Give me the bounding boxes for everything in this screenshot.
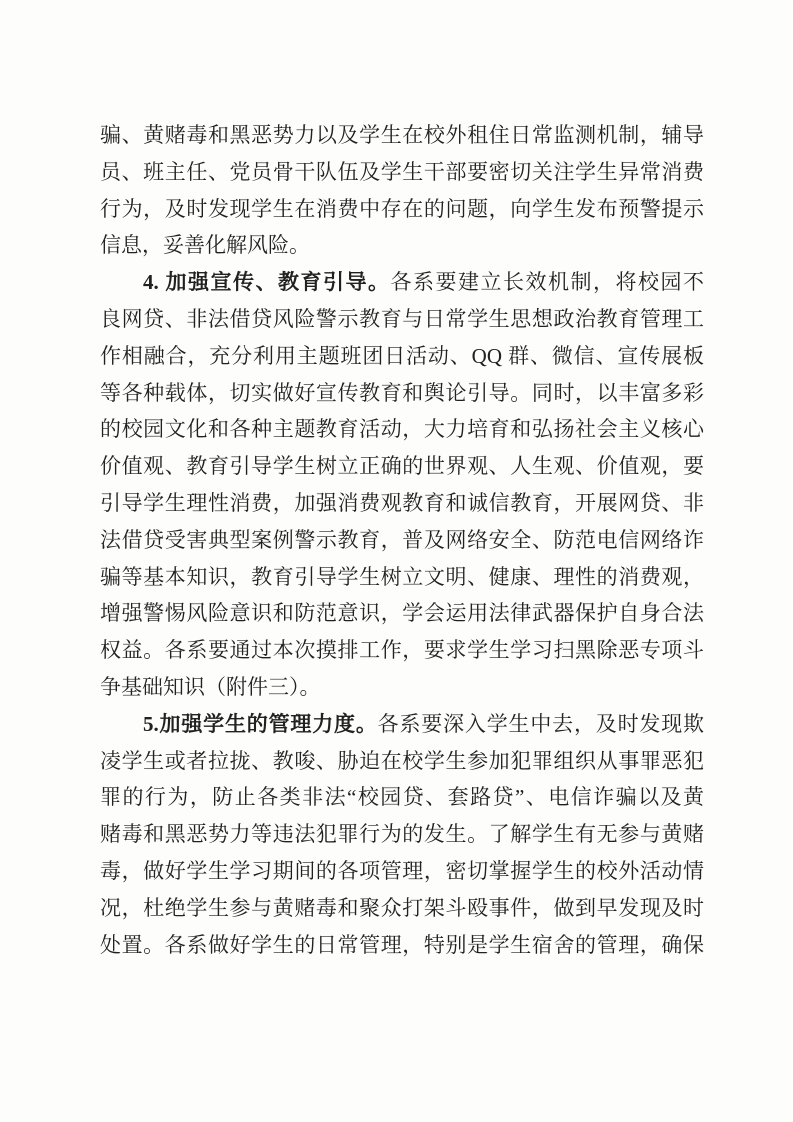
line-text: 信息，妥善化解风险。	[100, 233, 310, 258]
line-text: 法借贷受害典型案例警示教育，普及网络安全、防范电信网络诈	[100, 527, 704, 552]
line-text: 行为，及时发现学生在消费中存在的问题，向学生发布预警提示	[100, 196, 704, 221]
text-line	[100, 779, 704, 816]
line-text: 赌毒和黑恶势力等违法犯罪行为的发生。了解学生有无参与黄赌	[100, 822, 704, 847]
line-text: 良网贷、非法借贷风险警示教育与日常学生思想政治教育管理工	[100, 306, 704, 331]
text-line	[100, 338, 704, 375]
text-line	[100, 448, 704, 485]
text-line	[100, 264, 704, 301]
text-line	[100, 669, 704, 706]
line-text: 增强警惕风险意识和防范意识，学会运用法律武器保护自身合法	[100, 601, 704, 626]
line-text: 权益。各系要通过本次摸排工作，要求学生学习扫黑除恶专项斗	[100, 638, 704, 663]
text-line	[100, 816, 704, 853]
text-line	[100, 411, 704, 448]
text-line	[100, 301, 704, 338]
line-text: 等各种载体，切实做好宣传教育和舆论引导。同时，以丰富多彩	[100, 380, 704, 405]
text-line	[100, 191, 704, 228]
line-text: 罪的行为，防止各类非法“校园贷、套路贷”、电信诈骗以及黄	[100, 785, 704, 810]
text-line	[100, 559, 704, 596]
text-line	[100, 375, 704, 412]
section-heading-4: 4. 加强宣传、教育引导。	[143, 270, 391, 295]
line-text: 骗、黄赌毒和黑恶势力以及学生在校外租住日常监测机制，辅导	[100, 123, 704, 147]
text-line	[100, 853, 704, 890]
text-line	[100, 117, 704, 154]
line-text: 凌学生或者拉拢、教唆、胁迫在校学生参加犯罪组织从事罪恶犯	[100, 748, 704, 773]
line-text: 引导学生理性消费，加强消费观教育和诚信教育，开展网贷、非	[100, 490, 704, 515]
text-line	[100, 485, 704, 522]
text-line	[100, 632, 704, 669]
text-line	[100, 927, 704, 964]
line-text: 况，杜绝学生参与黄赌毒和聚众打架斗殴事件，做到早发现及时	[100, 895, 704, 920]
line-text: 各系要深入学生中去，及时发现欺	[377, 711, 704, 736]
text-line	[100, 154, 704, 191]
text-line	[100, 743, 704, 780]
text-line	[100, 890, 704, 927]
text-line	[100, 227, 704, 264]
text-line	[100, 706, 704, 743]
line-text: 各系要建立长效机制，将校园不	[390, 270, 704, 295]
line-text: 作相融合，充分利用主题班团日活动、QQ 群、微信、宣传展板	[100, 343, 704, 368]
line-text: 的校园文化和各种主题教育活动，大力培育和弘扬社会主义核心	[100, 417, 704, 442]
text-line	[100, 595, 704, 632]
line-text: 员、班主任、党员骨干队伍及学生干部要密切关注学生异常消费	[100, 159, 704, 184]
text-block	[100, 117, 704, 963]
line-text: 价值观、教育引导学生树立正确的世界观、人生观、价值观，要	[100, 454, 704, 479]
text-line	[100, 522, 704, 559]
line-text: 争基础知识（附件三）。	[100, 674, 321, 699]
line-text: 骗等基本知识，教育引导学生树立文明、健康、理性的消费观，	[100, 564, 704, 589]
line-text: 处置。各系做好学生的日常管理，特别是学生宿舍的管理，确保	[100, 932, 704, 957]
section-heading-5: 5.加强学生的管理力度。	[143, 711, 378, 736]
line-text: 毒，做好学生学习期间的各项管理，密切掌握学生的校外活动情	[100, 858, 704, 883]
